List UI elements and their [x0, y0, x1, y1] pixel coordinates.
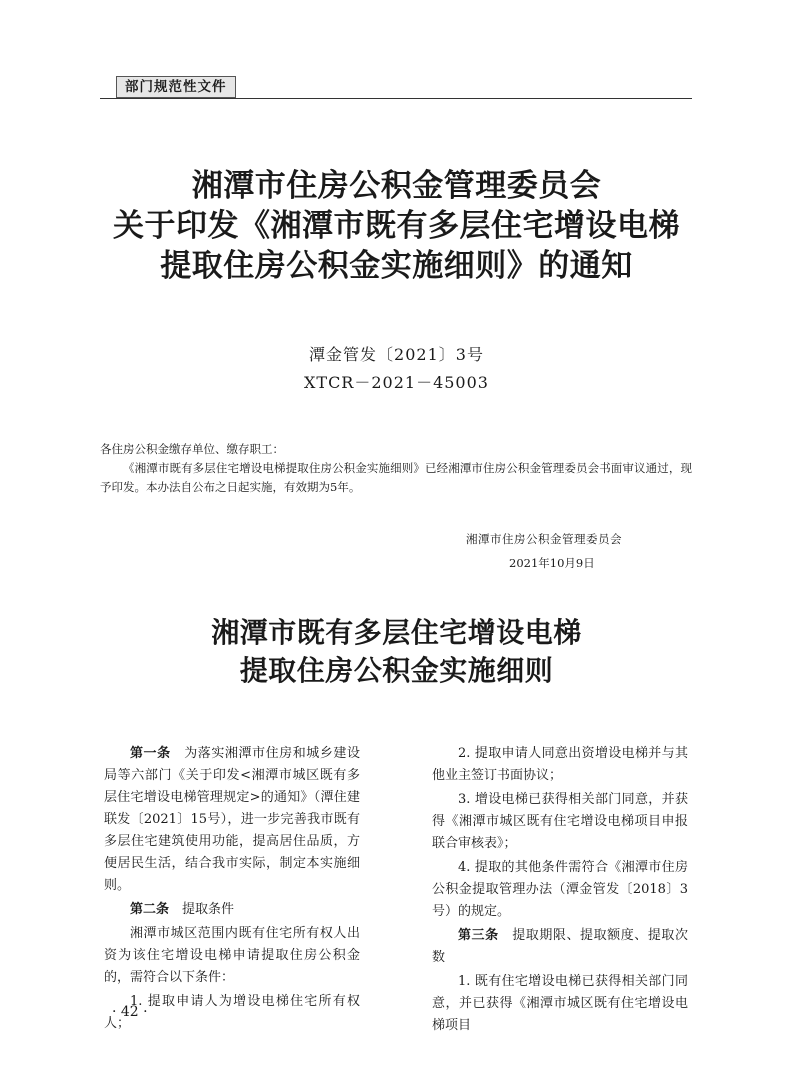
- paragraph: [432, 789, 688, 855]
- paragraph-text: 提取期限、提取额度、提取次数: [432, 928, 688, 965]
- document-code: XTCR－2021－45003: [304, 373, 489, 392]
- paragraph: [432, 743, 688, 787]
- paragraph: [432, 857, 688, 923]
- article-number: 第二条: [130, 902, 170, 917]
- document-number: 潭金管发〔2021〕3号: [309, 345, 484, 364]
- article-number: 第三条: [458, 928, 499, 943]
- notice-intro: 《湘潭市既有多层住宅增设电梯提取住房公积金实施细则》已经湘潭市住房公积金管理委员会书面审议通过，现予印发。本办法自公布之日起实施，有效期为5年。: [100, 461, 692, 494]
- rules-title: [0, 614, 793, 690]
- left-column: [104, 743, 360, 1037]
- paragraph-text: 1. 既有住宅增设电梯已获得相关部门同意，并已获得《湘潭市城区既有住宅增设电梯项目: [432, 974, 688, 1033]
- rules-title-line: 湘潭市既有多层住宅增设电梯: [211, 616, 582, 649]
- paragraph: [104, 743, 360, 897]
- paragraph-text: 2. 提取申请人同意出资增设电梯并与其他业主签订书面协议；: [432, 746, 688, 783]
- notice-title: [0, 166, 793, 286]
- paragraph-text: 湘潭市城区范围内既有住宅所有权人出资为该住宅增设电梯申请提取住房公积金的，需符合以下条件：: [104, 926, 360, 985]
- rules-title-line: 提取住房公积金实施细则: [239, 654, 554, 687]
- addressee: 各住房公积金缴存单位、缴存职工：: [100, 442, 284, 456]
- category-tag: 部门规范性文件: [116, 76, 236, 98]
- header-rule: [100, 98, 692, 99]
- paragraph: [432, 925, 688, 969]
- article-number: 第一条: [130, 746, 171, 761]
- paragraph-text: 1. 提取申请人为增设电梯住宅所有权人；: [104, 994, 360, 1031]
- notice-title-line: 关于印发《湘潭市既有多层住宅增设电梯: [113, 208, 680, 244]
- paragraph-text: 4. 提取的其他条件需符合《湘潭市住房公积金提取管理办法（潭金管发〔2018〕3号）的规定。: [432, 860, 688, 919]
- page-number: · 42 ·: [112, 1004, 148, 1020]
- notice-title-line: 提取住房公积金实施细则》的通知: [160, 248, 633, 284]
- paragraph-text: 为落实湘潭市住房和城乡建设局等六部门《关于印发<湘潭市城区既有多层住宅增设电梯管理规定>的通知》（潭住建联发〔2021〕15号），进一步完善我市既有多层住宅建筑使用功能，提高居住品质，方便居民生活，结合我市实际，制定本实施细则。: [104, 746, 360, 893]
- paragraph-text: 提取条件: [182, 902, 235, 917]
- paragraph: [432, 971, 688, 1037]
- paragraph: [104, 899, 360, 921]
- issue-date: 2021年10月9日: [509, 556, 595, 570]
- issuer-signature: 湘潭市住房公积金管理委员会: [466, 532, 622, 546]
- notice-title-line: 湘潭市住房公积金管理委员会: [191, 168, 602, 204]
- paragraph: [104, 923, 360, 989]
- right-column: [432, 743, 688, 1039]
- paragraph-text: 3. 增设电梯已获得相关部门同意，并获得《湘潭市城区既有住宅增设电梯项目申报联合审核表》；: [432, 792, 688, 851]
